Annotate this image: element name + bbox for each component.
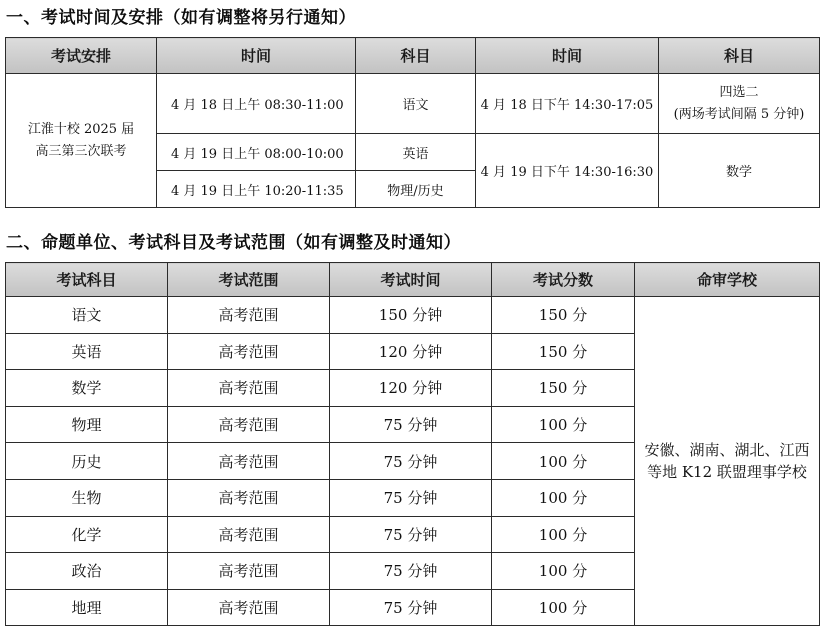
score-cell: 100 分: [492, 516, 635, 553]
exam-schedule-table: [5, 37, 820, 208]
score-cell: 100 分: [492, 443, 635, 480]
subject-am-cell: 语文: [356, 74, 476, 134]
scope-table-row: [6, 297, 820, 334]
subject-scope-table: [5, 262, 820, 626]
header-subject-pm: 科目: [659, 38, 820, 74]
section1-heading: 一、考试时间及安排（如有调整将另行通知）: [6, 8, 356, 28]
duration-cell: 120 分钟: [330, 333, 492, 370]
time-pm-cell: 4 月 18 日下午 14:30-17:05: [476, 74, 659, 134]
subject-cell: 物理: [6, 406, 168, 443]
duration-cell: 75 分钟: [330, 589, 492, 626]
duration-cell: 120 分钟: [330, 370, 492, 407]
header-arrangement: 考试安排: [6, 38, 157, 74]
scope-cell: 高考范围: [168, 443, 330, 480]
scope-cell: 高考范围: [168, 479, 330, 516]
scope-cell: 高考范围: [168, 297, 330, 334]
school-line: 安徽、湖南、湖北、江西: [644, 441, 810, 460]
header-duration: 考试时间: [330, 263, 492, 297]
arrangement-line: 高三第三次联考: [35, 143, 127, 159]
score-cell: 100 分: [492, 479, 635, 516]
duration-cell: 75 分钟: [330, 553, 492, 590]
section2-heading: 二、命题单位、考试科目及考试范围（如有调整及时通知）: [6, 233, 461, 253]
header-subject-am: 科目: [356, 38, 476, 74]
schedule-header-row: [6, 38, 820, 74]
duration-cell: 75 分钟: [330, 516, 492, 553]
school-line: 等地 K12 联盟理事学校: [647, 463, 807, 482]
score-cell: 150 分: [492, 370, 635, 407]
score-cell: 150 分: [492, 297, 635, 334]
subject-cell: 地理: [6, 589, 168, 626]
scope-header-row: [6, 263, 820, 297]
header-time-am: 时间: [157, 38, 356, 74]
subject-pm-cell: 数学: [659, 134, 820, 208]
subject-cell: 生物: [6, 479, 168, 516]
schedule-row: [6, 74, 820, 134]
scope-cell: 高考范围: [168, 516, 330, 553]
duration-cell: 75 分钟: [330, 443, 492, 480]
score-cell: 100 分: [492, 406, 635, 443]
scope-cell: 高考范围: [168, 333, 330, 370]
header-time-pm: 时间: [476, 38, 659, 74]
scope-cell: 高考范围: [168, 589, 330, 626]
subject-pm-line: 四选二: [719, 84, 759, 100]
time-pm-cell: 4 月 19 日下午 14:30-16:30: [476, 134, 659, 208]
header-scope: 考试范围: [168, 263, 330, 297]
time-am-cell: 4 月 19 日上午 10:20-11:35: [157, 171, 356, 208]
subject-am-cell: 英语: [356, 134, 476, 171]
time-am-cell: 4 月 18 日上午 08:30-11:00: [157, 74, 356, 134]
duration-cell: 75 分钟: [330, 479, 492, 516]
duration-cell: 75 分钟: [330, 406, 492, 443]
subject-cell: 政治: [6, 553, 168, 590]
score-cell: 100 分: [492, 589, 635, 626]
subject-cell: 数学: [6, 370, 168, 407]
school-cell: [635, 297, 820, 626]
score-cell: 100 分: [492, 553, 635, 590]
score-cell: 150 分: [492, 333, 635, 370]
arrangement-line: 江淮十校 2025 届: [27, 121, 135, 137]
header-score: 考试分数: [492, 263, 635, 297]
subject-pm-line: (两场考试间隔 5 分钟): [673, 106, 805, 122]
subject-cell: 英语: [6, 333, 168, 370]
subject-cell: 历史: [6, 443, 168, 480]
header-school: 命审学校: [635, 263, 820, 297]
subject-cell: 化学: [6, 516, 168, 553]
subject-cell: 语文: [6, 297, 168, 334]
header-subject: 考试科目: [6, 263, 168, 297]
subject-pm-cell: [659, 74, 820, 134]
subject-am-cell: 物理/历史: [356, 171, 476, 208]
scope-cell: 高考范围: [168, 553, 330, 590]
arrangement-cell: [6, 74, 157, 208]
scope-cell: 高考范围: [168, 406, 330, 443]
time-am-cell: 4 月 19 日上午 08:00-10:00: [157, 134, 356, 171]
duration-cell: 150 分钟: [330, 297, 492, 334]
scope-cell: 高考范围: [168, 370, 330, 407]
